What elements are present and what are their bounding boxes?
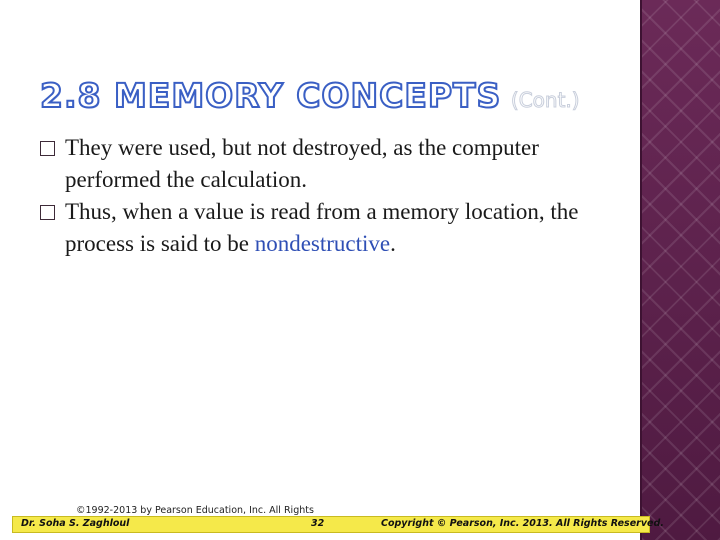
footer-copyright: Copyright © Pearson, Inc. 2013. All Rights Reserved. xyxy=(381,518,664,529)
bullet-text: They were used, but not destroyed, as the computer performed the calculation. xyxy=(65,135,539,192)
bullet-text: Thus, when a value is read from a memory location, the process is said to be xyxy=(65,199,579,256)
checkbox-bullet-icon xyxy=(40,205,55,220)
bullet-text-end: . xyxy=(390,231,396,256)
page-number: 32 xyxy=(311,518,325,529)
bullet-list xyxy=(40,132,630,260)
copyright-notice: ©1992-2013 by Pearson Education, Inc. All Rights xyxy=(76,505,314,516)
highlighted-term: nondestructive xyxy=(254,231,391,256)
slide-title-suffix: (Cont.) xyxy=(510,88,580,112)
footer-bar xyxy=(12,516,664,533)
slide-title-main: 2.8 MEMORY CONCEPTS xyxy=(40,76,502,115)
decorative-side-strip xyxy=(642,0,720,540)
footer-author: Dr. Soha S. Zaghloul xyxy=(21,518,130,529)
bullet-item xyxy=(40,196,630,260)
checkbox-bullet-icon xyxy=(40,141,55,156)
slide-title xyxy=(40,76,580,115)
bullet-item xyxy=(40,132,630,196)
